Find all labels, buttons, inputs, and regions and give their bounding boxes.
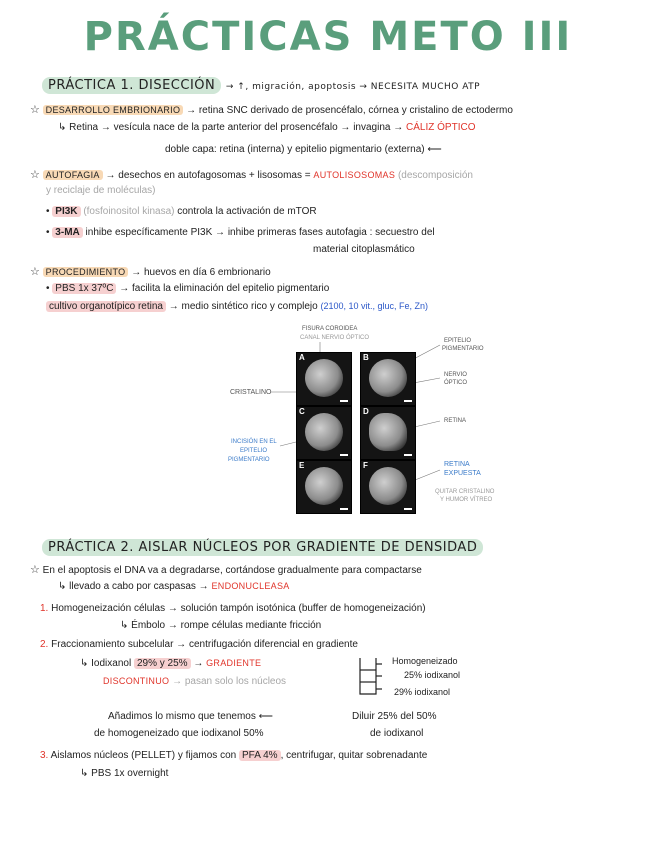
fig-label-epitelio-2: PIGMENTARIO [442, 346, 484, 352]
fig-label-canal: CANAL NERVIO ÓPTICO [300, 335, 370, 341]
pi3k-text: controla la activación de mTOR [177, 206, 317, 217]
caspasas-line [58, 581, 290, 592]
fig-label-cristalino: CRISTALINO [230, 389, 272, 396]
figure-panel-c: C [296, 406, 352, 460]
practica-2-header [42, 540, 483, 555]
step-3-number: 3. [40, 750, 49, 761]
discontinuo-label: DISCONTINUO [103, 676, 170, 686]
procedimiento-text: → huevos en día 6 embrionario [131, 267, 271, 278]
autofagia-line-2: y reciclaje de moléculas) [46, 185, 156, 196]
3ma-line: • 3-MA inhibe específicamente PI3K → inhibe primeras fases autofagia : secuestro del [46, 227, 435, 238]
iodixanol-percent: 29% y 25% [134, 658, 191, 669]
star-icon: ☆ [30, 266, 40, 278]
step-3 [40, 750, 427, 761]
fig-label-retina-expuesta-2: EXPUESTA [444, 470, 481, 477]
cultivo-note: (2100, 10 vit., gluc, Fe, Zn) [320, 301, 429, 311]
step-2-number: 2. [40, 639, 49, 650]
tube-label-2: 25% iodixanol [404, 670, 461, 680]
fig-label-nervio-2: ÓPTICO [444, 380, 468, 386]
fig-label-incision-1: INCISIÓN EN EL [231, 439, 277, 445]
desarrollo-line-3: doble capa: retina (interna) y epitelio pigmentario (externa) ⟵ [165, 144, 442, 155]
fig-label-quitar-2: Y HUMOR VÍTREO [440, 497, 493, 503]
3ma-text: inhibe específicamente PI3K → inhibe primeras fases autofagia : secuestro del [85, 227, 435, 238]
fig-label-incision-3: PIGMENTARIO [228, 457, 270, 463]
fig-label-quitar-1: QUITAR CRISTALINO [435, 489, 495, 495]
pbs-label: PBS 1x 37ºC [52, 283, 116, 294]
step-3-text-b: , centrifugar, quitar sobrenadante [280, 750, 428, 761]
pbs-line: • PBS 1x 37ºC → facilita la eliminación del epitelio pigmentario [46, 283, 330, 294]
tube-label-3: 29% iodixanol [394, 687, 451, 697]
star-icon: ☆ [30, 104, 40, 116]
gradiente-label: GRADIENTE [206, 658, 262, 668]
figure-panel-e: E [296, 460, 352, 514]
cultivo-label: cultivo organotípico retina [46, 301, 166, 312]
fig-label-incision-2: EPITELIO [240, 448, 268, 454]
step-1-text: Homogeneización células → solución tampón isotónica (buffer de homogeneización) [51, 603, 426, 614]
step-2 [40, 639, 358, 650]
pi3k-note: (fosfoinositol kinasa) [83, 206, 175, 217]
caspasas-text: ↳ llevado a cabo por caspasas → [58, 581, 209, 592]
desarrollo-text: → retina SNC derivado de prosencéfalo, córnea y cristalino de ectodermo [186, 105, 513, 116]
pbs-text: → facilita la eliminación del epitelio pigmentario [119, 283, 330, 294]
tube-label-1: Homogeneizado [392, 656, 458, 666]
apoptosis-text: En el apoptosis el DNA va a degradarse, cortándose gradualmente para compactarse [42, 565, 422, 576]
figure-panel-b: B [360, 352, 416, 406]
step-1 [40, 603, 426, 614]
star-icon: ☆ [30, 169, 40, 181]
autolisosomas: AUTOLISOSOMAS [313, 170, 396, 180]
step-1-number: 1. [40, 603, 49, 614]
caliz-optico: CÁLIZ ÓPTICO [406, 122, 476, 133]
fig-label-epitelio-1: EPITELIO [444, 338, 472, 344]
step-3b: ↳ PBS 1x overnight [80, 768, 169, 779]
step-1b: ↳ Émbolo → rompe células mediante fricción [120, 620, 322, 631]
fig-label-retina: RETINA [444, 418, 467, 424]
practica-1-heading: PRÁCTICA 1. DISECCIÓN [42, 77, 221, 94]
cultivo-text: → medio sintético rico y complejo [168, 301, 318, 312]
figure-panel-a: A [296, 352, 352, 406]
star-icon: ☆ [30, 564, 40, 576]
retina-text: ↳ Retina → vesícula nace de la parte anterior del prosencéfalo → invagina → [58, 122, 404, 133]
tube-icon [354, 656, 384, 698]
step-3-text-a: Aislamos núcleos (PELLET) y fijamos con [50, 750, 237, 761]
step-2c [103, 676, 286, 687]
3ma-label: 3-MA [52, 227, 82, 238]
autofagia-label: AUTOFAGIA [43, 170, 103, 180]
pi3k-line: • PI3K (fosfoinositol kinasa) controla la activación de mTOR [46, 206, 317, 217]
discontinuo-note: → pasan solo los núcleos [172, 676, 287, 687]
page-title: PRÁCTICAS METO III [83, 14, 573, 60]
step-2-text: Fraccionamiento subcelular → centrifugación diferencial en gradiente [51, 639, 358, 650]
endonucleasa: ENDONUCLEASA [211, 581, 290, 591]
apoptosis-line [30, 563, 422, 576]
anadimos-line-1: Añadimos lo mismo que tenemos ⟵ [108, 711, 273, 722]
pi3k-label: PI3K [52, 206, 80, 217]
iodixanol-text: ↳ Iodixanol [80, 658, 132, 669]
figure-panel-f: F [360, 460, 416, 514]
anadimos-line-2: de homogeneizado que iodixanol 50% [94, 728, 264, 739]
procedimiento-label: PROCEDIMIENTO [43, 267, 129, 277]
autofagia-note: (descomposición [397, 170, 473, 181]
diluir-line-2: de iodixanol [370, 728, 424, 739]
figure-panel-d: D [360, 406, 416, 460]
step-2b: ↳ Iodixanol 29% y 25% → GRADIENTE [80, 658, 262, 669]
pfa-label: PFA 4% [239, 750, 281, 761]
autofagia-text: → desechos en autofagosomas + lisosomas = [105, 170, 311, 181]
fig-label-retina-expuesta-1: RETINA [444, 461, 470, 468]
fig-label-fisura: FISURA COROIDEA [302, 326, 358, 332]
fig-label-nervio-1: NERVIO [444, 372, 467, 378]
desarrollo-label: DESARROLLO EMBRIONARIO [43, 105, 184, 115]
3ma-line-cont: material citoplasmático [313, 244, 415, 255]
diluir-line-1: Diluir 25% del 50% [352, 711, 437, 722]
practica-2-heading: PRÁCTICA 2. AISLAR NÚCLEOS POR GRADIENTE DE DENSIDAD [42, 539, 483, 556]
practica-1-heading-rest: → ↑, migración, apoptosis → NECESITA MUCHO ATP [225, 82, 481, 92]
